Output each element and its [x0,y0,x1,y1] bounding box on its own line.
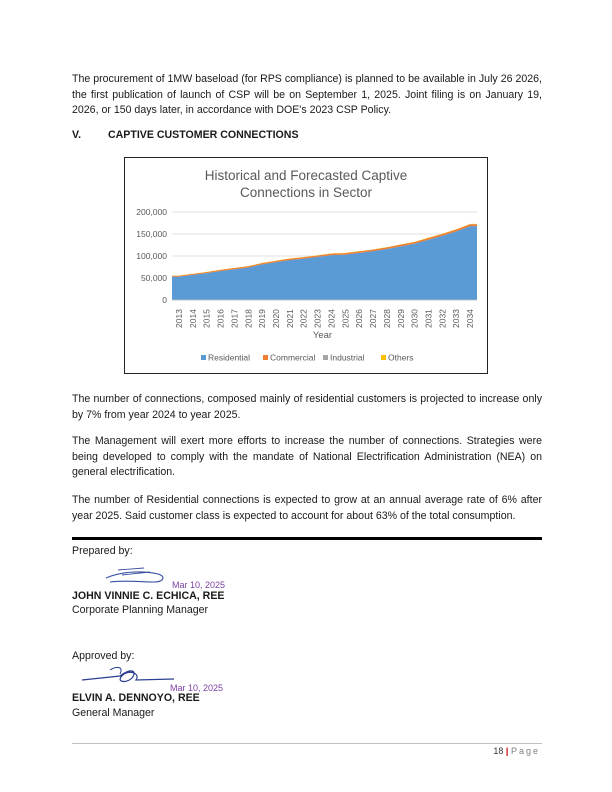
x-tick-label: 2034 [465,309,476,328]
legend-label-commercial: Commercial [270,352,316,363]
y-tick-label: 0 [162,295,167,305]
paragraph-residential: The number of Residential connections is expected to grow at an annual average rate of 6% after year 2025. Said customer class is expected to account for about 63% of the total consumption. [72,494,542,522]
legend-swatch-commercial [263,355,268,360]
y-tick-label: 200,000 [136,207,167,217]
footer-rule [72,743,542,744]
x-tick-label: 2013 [173,309,184,328]
x-tick-label: 2029 [395,309,406,328]
x-tick-label: 2030 [409,309,420,328]
footer-separator: | [505,746,509,756]
x-tick-label: 2021 [284,309,295,328]
page-number: 18 [493,746,504,756]
section-title: CAPTIVE CUSTOMER CONNECTIONS [108,129,299,141]
x-tick-label: 2015 [201,309,212,328]
x-tick-label: 2031 [423,309,434,328]
legend-swatch-others [381,355,386,360]
x-tick-label: 2028 [381,309,392,328]
x-tick-label: 2033 [451,309,462,328]
x-tick-label: 2023 [312,309,323,328]
approved-date-stamp: Mar 10, 2025 [170,683,224,693]
paragraph-connections: The number of connections, composed mainly of residential customers is projected to increase only by 7% from year 2024 to year 2025. [72,393,542,421]
chart-title-line: Historical and Forecasted Captive [204,168,408,183]
section-heading [72,129,299,141]
connections-chart [124,157,488,374]
x-tick-label: 2026 [354,309,365,328]
x-tick-label: 2022 [298,309,309,328]
section-number: V. [72,129,82,141]
approved-by-title: General Manager [72,707,155,719]
prepared-by-title: Corporate Planning Manager [72,604,209,616]
legend-swatch-residential [201,355,206,360]
legend-label-others: Others [388,352,414,363]
prepared-date-stamp: Mar 10, 2025 [172,580,226,590]
chart-canvas [125,158,487,373]
chart-title-line: Connections in Sector [239,185,373,200]
paragraph-management: The Management will exert more efforts to increase the number of connections. Strategies were being developed to comply with the mandate of National Electrification Administration (NEA) on general electrification. [72,435,542,478]
x-tick-label: 2032 [437,309,448,328]
approved-signature-image [80,664,176,688]
x-tick-label: 2014 [187,309,198,328]
x-tick-label: 2020 [270,309,281,328]
page-word: Page [510,746,540,756]
section-divider [72,537,542,540]
prepared-signature-image [100,564,170,586]
x-axis-title: Year [312,330,333,341]
x-tick-label: 2019 [257,309,268,328]
x-tick-label: 2016 [215,309,226,328]
approved-by-label: Approved by: [72,650,135,662]
y-tick-label: 50,000 [141,273,167,283]
x-tick-label: 2017 [229,309,240,328]
legend-swatch-industrial [323,355,328,360]
x-tick-label: 2027 [368,309,379,328]
prepared-by-name: JOHN VINNIE C. ECHICA, REE [72,590,225,602]
y-tick-label: 150,000 [136,229,167,239]
legend-label-residential: Residential [208,352,251,363]
x-tick-label: 2024 [326,309,337,328]
legend-label-industrial: Industrial [330,352,365,363]
page-footer [493,746,540,756]
paragraph-procurement: The procurement of 1MW baseload (for RPS compliance) is planned to be available in July 26 2026, the first publication of launch of CSP will be on September 1, 2025. Joint filing is on January 19, 2026, or 150 days later, in accordance with DOE's 2023 CSP Policy. [72,73,542,116]
y-tick-label: 100,000 [136,251,167,261]
x-tick-label: 2018 [243,309,254,328]
prepared-by-label: Prepared by: [72,545,133,557]
approved-by-name: ELVIN A. DENNOYO, REE [72,692,200,704]
x-tick-label: 2025 [340,309,351,328]
